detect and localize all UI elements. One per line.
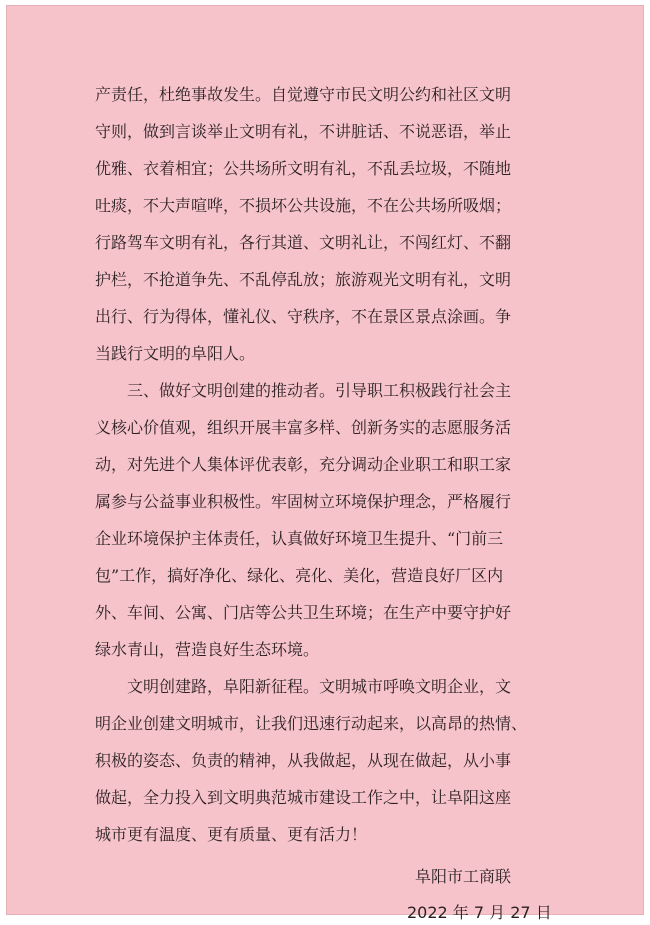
body-line: 属参与公益事业积极性。牢固树立环境保护理念，严格履行	[95, 492, 512, 511]
body-line: 三、做好文明创建的推动者。引导职工积极践行社会主	[95, 381, 512, 400]
body-line: 优雅、衣着相宜；公共场所文明有礼，不乱丢垃圾，不随地	[95, 159, 512, 178]
body-line: 护栏，不抢道争先、不乱停乱放；旅游观光文明有礼，文明	[95, 270, 512, 289]
body-line: 城市更有温度、更有质量、更有活力！	[95, 825, 368, 844]
signature-organization: 阜阳市工商联	[415, 867, 512, 886]
body-line: 吐痰，不大声喧哗，不损坏公共设施，不在公共场所吸烟；	[95, 196, 512, 215]
body-line: 产责任，杜绝事故发生。自觉遵守市民文明公约和社区文明	[95, 85, 512, 104]
body-line: 做起，全力投入到文明典范城市建设工作之中，让阜阳这座	[95, 788, 512, 807]
body-line: 外、车间、公寓、门店等公共卫生环境；在生产中要守护好	[95, 603, 512, 622]
body-line: 文明创建路，阜阳新征程。文明城市呼唤文明企业，文	[95, 677, 512, 696]
body-line: 明企业创建文明城市，让我们迅速行动起来，以高昂的热情、	[95, 714, 528, 733]
body-line: 义核心价值观，组织开展丰富多样、创新务实的志愿服务活	[95, 418, 512, 437]
body-line: 当践行文明的阜阳人。	[95, 344, 256, 363]
body-line: 动，对先进个人集体评优表彰，充分调动企业职工和职工家	[95, 455, 512, 474]
body-line: 积极的姿态、负责的精神，从我做起，从现在做起，从小事	[95, 751, 512, 770]
body-line: 出行、行为得体，懂礼仪、守秩序，不在景区景点涂画。争	[95, 307, 512, 326]
body-line: 企业环境保护主体责任，认真做好环境卫生提升、“门前三	[95, 529, 504, 548]
body-line: 包”工作，搞好净化、绿化、亮化、美化，营造良好厂区内	[95, 566, 504, 585]
body-line: 绿水青山，营造良好生态环境。	[95, 640, 320, 659]
document-page	[6, 5, 644, 922]
body-line: 行路驾车文明有礼，各行其道、文明礼让，不闯红灯、不翻	[95, 233, 512, 252]
body-line: 守则，做到言谈举止文明有礼，不讲脏话、不说恶语，举止	[95, 122, 512, 141]
signature-date: 2022 年 7 月 27 日	[407, 903, 552, 922]
